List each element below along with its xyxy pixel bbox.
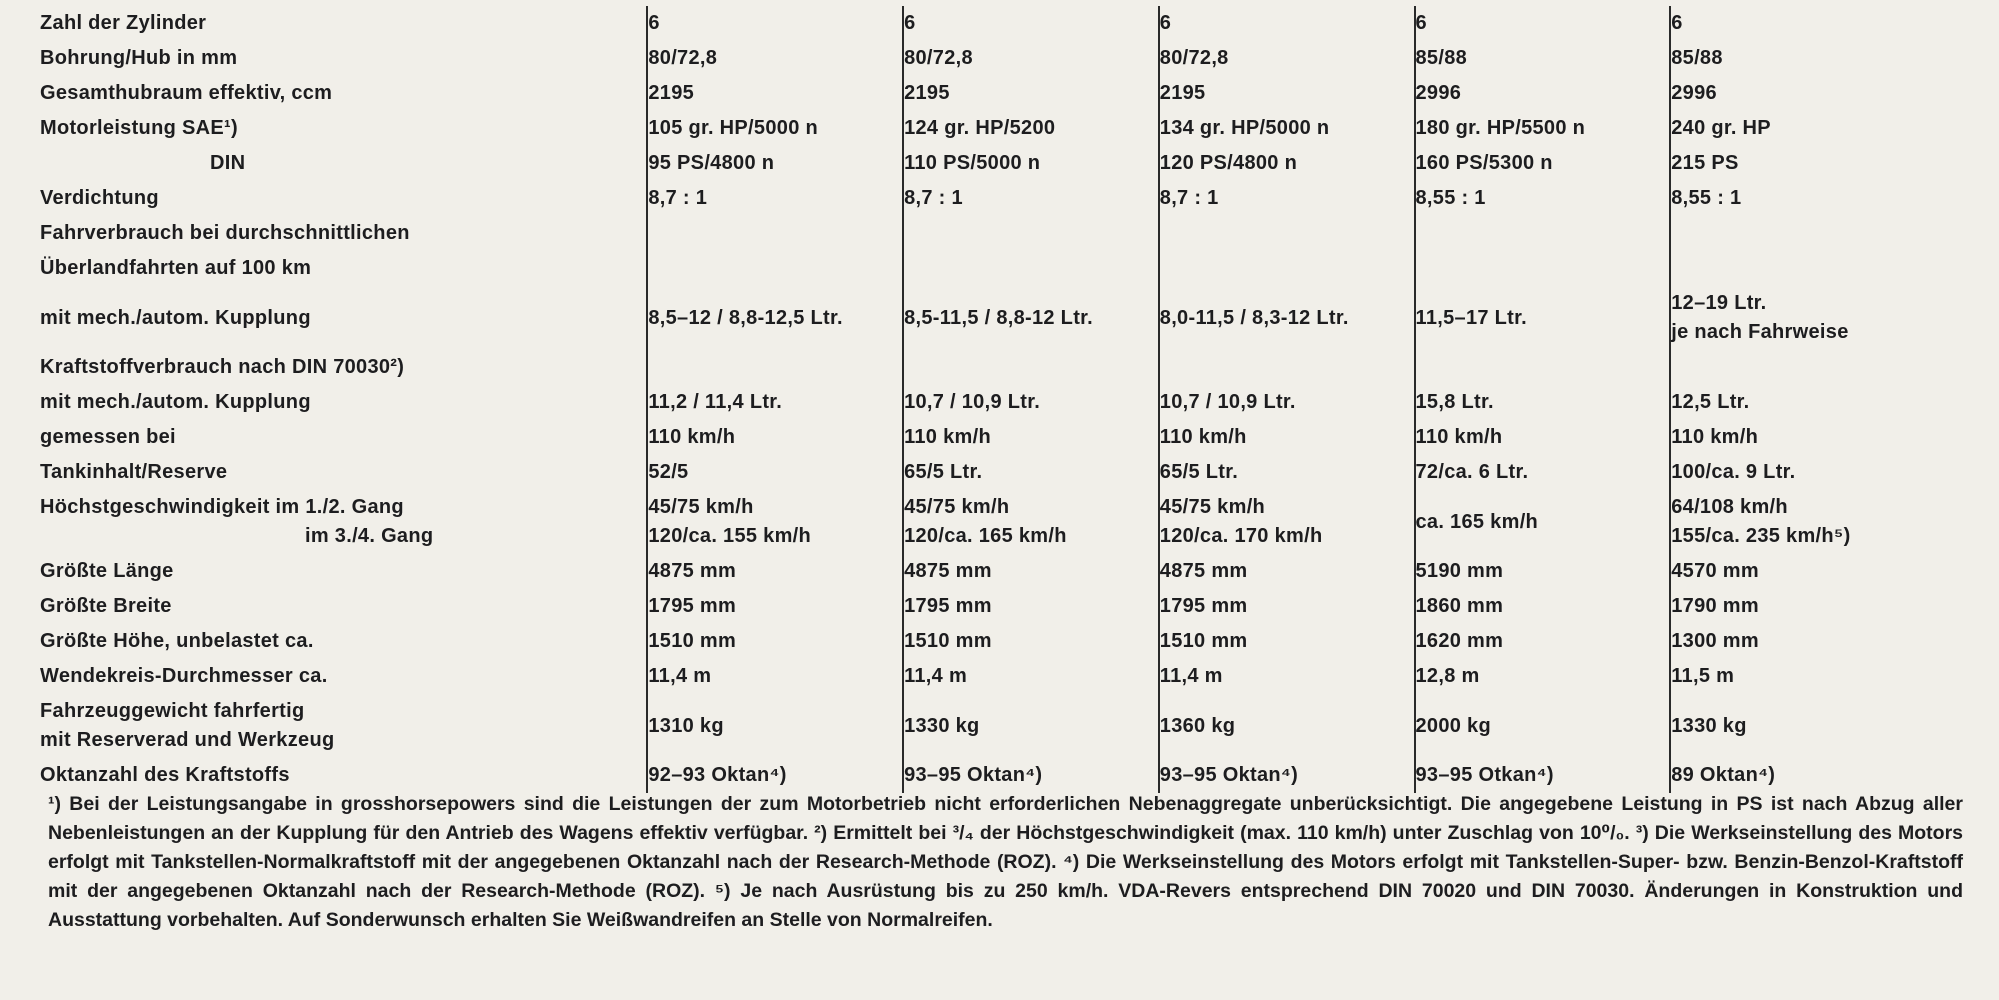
spec-value-model-1: 11,2 / 11,4 Ltr. xyxy=(647,385,903,420)
spec-row xyxy=(40,41,1980,76)
spec-value-model-1: 105 gr. HP/5000 n xyxy=(647,111,903,146)
spec-value-model-4: ca. 165 km/h xyxy=(1415,490,1671,554)
spec-row xyxy=(40,589,1980,624)
spec-value-model-5: 1300 mm xyxy=(1670,624,1980,659)
spec-value-model-4: 2000 kg xyxy=(1415,694,1671,758)
spec-value-model-1: 80/72,8 xyxy=(647,41,903,76)
spec-value-model-3 xyxy=(1159,216,1415,251)
spec-row xyxy=(40,624,1980,659)
spec-label: Verdichtung xyxy=(40,187,159,209)
spec-label: Wendekreis-Durchmesser ca. xyxy=(40,665,328,687)
spec-value-model-4 xyxy=(1415,350,1671,385)
spec-value-model-1: 1510 mm xyxy=(647,624,903,659)
spec-value-model-2 xyxy=(903,350,1159,385)
spec-row xyxy=(40,694,1980,758)
spec-value-model-5: 4570 mm xyxy=(1670,554,1980,589)
spec-value-model-4: 1860 mm xyxy=(1415,589,1671,624)
spec-value-model-2: 80/72,8 xyxy=(903,41,1159,76)
spec-value-model-5: 1330 kg xyxy=(1670,694,1980,758)
spec-value-model-2 xyxy=(903,216,1159,251)
spec-value-model-5: 240 gr. HP xyxy=(1670,111,1980,146)
spec-label: Oktanzahl des Kraftstoffs xyxy=(40,764,290,786)
spec-label: Höchstgeschwindigkeit im 1./2. Gang im 3./4. Gang xyxy=(40,496,434,547)
spec-value-model-4: 15,8 Ltr. xyxy=(1415,385,1671,420)
spec-value-model-5: 11,5 m xyxy=(1670,659,1980,694)
spec-label: DIN xyxy=(210,152,246,174)
spec-value-model-5 xyxy=(1670,350,1980,385)
spec-value-model-2: 8,5-11,5 / 8,8-12 Ltr. xyxy=(903,286,1159,350)
spec-label: Größte Höhe, unbelastet ca. xyxy=(40,630,314,652)
spec-value-model-2: 11,4 m xyxy=(903,659,1159,694)
spec-value-model-4: 6 xyxy=(1415,6,1671,41)
spec-value-model-5: 215 PS xyxy=(1670,146,1980,181)
spec-value-model-2: 1510 mm xyxy=(903,624,1159,659)
spec-value-model-3: 8,7 : 1 xyxy=(1159,181,1415,216)
spec-value-model-1: 110 km/h xyxy=(647,420,903,455)
spec-value-model-3: 6 xyxy=(1159,6,1415,41)
spec-value-model-1: 95 PS/4800 n xyxy=(647,146,903,181)
spec-label: Fahrverbrauch bei durchschnittlichen xyxy=(40,222,410,244)
spec-value-model-4: 93–95 Otkan⁴) xyxy=(1415,758,1671,793)
spec-value-model-2: 4875 mm xyxy=(903,554,1159,589)
spec-value-model-4: 180 gr. HP/5500 n xyxy=(1415,111,1671,146)
spec-row xyxy=(40,554,1980,589)
spec-value-model-3: 93–95 Oktan⁴) xyxy=(1159,758,1415,793)
spec-row xyxy=(40,758,1980,793)
spec-row xyxy=(40,659,1980,694)
spec-value-model-5: 2996 xyxy=(1670,76,1980,111)
spec-label: gemessen bei xyxy=(40,426,176,448)
spec-value-model-2 xyxy=(903,251,1159,286)
spec-value-model-3: 1795 mm xyxy=(1159,589,1415,624)
spec-value-model-5: 100/ca. 9 Ltr. xyxy=(1670,455,1980,490)
spec-value-model-3: 4875 mm xyxy=(1159,554,1415,589)
spec-label: Motorleistung SAE¹) xyxy=(40,117,238,139)
spec-value-model-4: 11,5–17 Ltr. xyxy=(1415,286,1671,350)
spec-value-model-2: 93–95 Oktan⁴) xyxy=(903,758,1159,793)
spec-value-model-3: 65/5 Ltr. xyxy=(1159,455,1415,490)
spec-value-model-1 xyxy=(647,216,903,251)
spec-value-model-2: 124 gr. HP/5200 xyxy=(903,111,1159,146)
spec-value-model-4: 72/ca. 6 Ltr. xyxy=(1415,455,1671,490)
spec-label: Tankinhalt/Reserve xyxy=(40,461,228,483)
spec-value-model-5: 64/108 km/h 155/ca. 235 km/h⁵) xyxy=(1670,490,1980,554)
spec-value-model-1: 1795 mm xyxy=(647,589,903,624)
spec-row xyxy=(40,385,1980,420)
spec-value-model-2: 110 PS/5000 n xyxy=(903,146,1159,181)
spec-value-model-2: 10,7 / 10,9 Ltr. xyxy=(903,385,1159,420)
spec-value-model-1: 4875 mm xyxy=(647,554,903,589)
spec-value-model-3: 2195 xyxy=(1159,76,1415,111)
spec-value-model-1: 8,5–12 / 8,8-12,5 Ltr. xyxy=(647,286,903,350)
spec-row xyxy=(40,350,1980,385)
spec-value-model-3: 80/72,8 xyxy=(1159,41,1415,76)
spec-value-model-5: 85/88 xyxy=(1670,41,1980,76)
spec-value-model-4: 85/88 xyxy=(1415,41,1671,76)
spec-value-model-1 xyxy=(647,350,903,385)
spec-value-model-4 xyxy=(1415,216,1671,251)
spec-row xyxy=(40,490,1980,554)
spec-value-model-2: 1330 kg xyxy=(903,694,1159,758)
spec-value-model-1: 8,7 : 1 xyxy=(647,181,903,216)
spec-value-model-4: 8,55 : 1 xyxy=(1415,181,1671,216)
spec-value-model-4: 5190 mm xyxy=(1415,554,1671,589)
spec-value-model-3: 120 PS/4800 n xyxy=(1159,146,1415,181)
spec-value-model-1: 45/75 km/h 120/ca. 155 km/h xyxy=(647,490,903,554)
spec-value-model-4: 1620 mm xyxy=(1415,624,1671,659)
spec-value-model-3: 1360 kg xyxy=(1159,694,1415,758)
spec-value-model-3: 11,4 m xyxy=(1159,659,1415,694)
specifications-table-body xyxy=(40,6,1980,793)
spec-value-model-5: 1790 mm xyxy=(1670,589,1980,624)
spec-value-model-5: 110 km/h xyxy=(1670,420,1980,455)
spec-label: Überlandfahrten auf 100 km xyxy=(40,257,312,279)
spec-value-model-1: 1310 kg xyxy=(647,694,903,758)
spec-value-model-3 xyxy=(1159,251,1415,286)
spec-value-model-5 xyxy=(1670,251,1980,286)
spec-value-model-1: 6 xyxy=(647,6,903,41)
spec-value-model-3: 8,0-11,5 / 8,3-12 Ltr. xyxy=(1159,286,1415,350)
spec-value-model-1: 2195 xyxy=(647,76,903,111)
spec-value-model-3: 10,7 / 10,9 Ltr. xyxy=(1159,385,1415,420)
spec-value-model-4 xyxy=(1415,251,1671,286)
spec-row xyxy=(40,216,1980,251)
spec-row xyxy=(40,76,1980,111)
spec-value-model-2: 1795 mm xyxy=(903,589,1159,624)
spec-value-model-4: 110 km/h xyxy=(1415,420,1671,455)
spec-label: mit mech./autom. Kupplung xyxy=(40,391,311,413)
spec-value-model-2: 45/75 km/h 120/ca. 165 km/h xyxy=(903,490,1159,554)
spec-value-model-3: 1510 mm xyxy=(1159,624,1415,659)
spec-value-model-5: 89 Oktan⁴) xyxy=(1670,758,1980,793)
spec-value-model-2: 110 km/h xyxy=(903,420,1159,455)
spec-value-model-3: 110 km/h xyxy=(1159,420,1415,455)
spec-value-model-3: 45/75 km/h 120/ca. 170 km/h xyxy=(1159,490,1415,554)
spec-label: Gesamthubraum effektiv, ccm xyxy=(40,82,333,104)
spec-row xyxy=(40,181,1980,216)
spec-row xyxy=(40,420,1980,455)
spec-value-model-4: 12,8 m xyxy=(1415,659,1671,694)
spec-row xyxy=(40,146,1980,181)
spec-row xyxy=(40,6,1980,41)
spec-value-model-2: 8,7 : 1 xyxy=(903,181,1159,216)
spec-value-model-1: 52/5 xyxy=(647,455,903,490)
spec-value-model-3: 134 gr. HP/5000 n xyxy=(1159,111,1415,146)
spec-label: Fahrzeuggewicht fahrfertig mit Reserverad und Werkzeug xyxy=(40,700,335,751)
spec-value-model-5: 8,55 : 1 xyxy=(1670,181,1980,216)
spec-label: Zahl der Zylinder xyxy=(40,12,207,34)
spec-value-model-2: 2195 xyxy=(903,76,1159,111)
spec-label: mit mech./autom. Kupplung xyxy=(40,306,311,329)
spec-label: Bohrung/Hub in mm xyxy=(40,47,238,69)
spec-value-model-2: 6 xyxy=(903,6,1159,41)
spec-value-model-5 xyxy=(1670,216,1980,251)
spec-value-model-2: 65/5 Ltr. xyxy=(903,455,1159,490)
spec-value-model-5: 12–19 Ltr. je nach Fahrweise xyxy=(1670,286,1980,350)
spec-row xyxy=(40,111,1980,146)
spec-value-model-5: 6 xyxy=(1670,6,1980,41)
spec-value-model-4: 160 PS/5300 n xyxy=(1415,146,1671,181)
spec-value-model-3 xyxy=(1159,350,1415,385)
spec-value-model-4: 2996 xyxy=(1415,76,1671,111)
spec-label: Kraftstoffverbrauch nach DIN 70030²) xyxy=(40,356,405,378)
spec-label: Größte Länge xyxy=(40,560,174,582)
spec-row xyxy=(40,455,1980,490)
spec-value-model-5: 12,5 Ltr. xyxy=(1670,385,1980,420)
footnotes-paragraph: ¹) Bei der Leistungsangabe in grosshorsepowers sind die Leistungen der zum Motorbetrieb nicht erforderlichen Nebenaggregate unberücksichtigt. Die angegebene Leistung in PS ist nach Abzug aller Nebenleistungen an der Kupplung für den Antrieb des Wagens effektiv verfügbar. ²) Ermittelt bei ³/₄ der Höchstgeschwindigkeit (max. 110 km/h) unter Zuschlag von 10⁰/₀. ³) Die Werkseinstellung des Motors erfolgt mit Tankstellen-Normalkraftstoff mit der angegebenen Oktanzahl nach der Research-Methode (ROZ). ⁴) Die Werkseinstellung des Motors erfolgt mit Tankstellen-Super- bzw. Benzin-Benzol-Kraftstoff mit der angegebenen Oktanzahl nach der Research-Methode (ROZ). ⁵) Je nach Ausrüstung bis zu 250 km/h. VDA-Revers entsprechend DIN 70020 und DIN 70030. Änderungen in Konstruktion und Ausstattung vorbehalten. Auf Sonderwunsch erhalten Sie Weißwandreifen an Stelle von Normalreifen. xyxy=(48,793,1963,931)
spec-row xyxy=(40,286,1980,350)
spec-row xyxy=(40,251,1980,286)
spec-value-model-1: 92–93 Oktan⁴) xyxy=(647,758,903,793)
spec-value-model-1: 11,4 m xyxy=(647,659,903,694)
spec-label: Größte Breite xyxy=(40,595,172,617)
spec-value-model-1 xyxy=(647,251,903,286)
specifications-table xyxy=(40,6,1980,793)
